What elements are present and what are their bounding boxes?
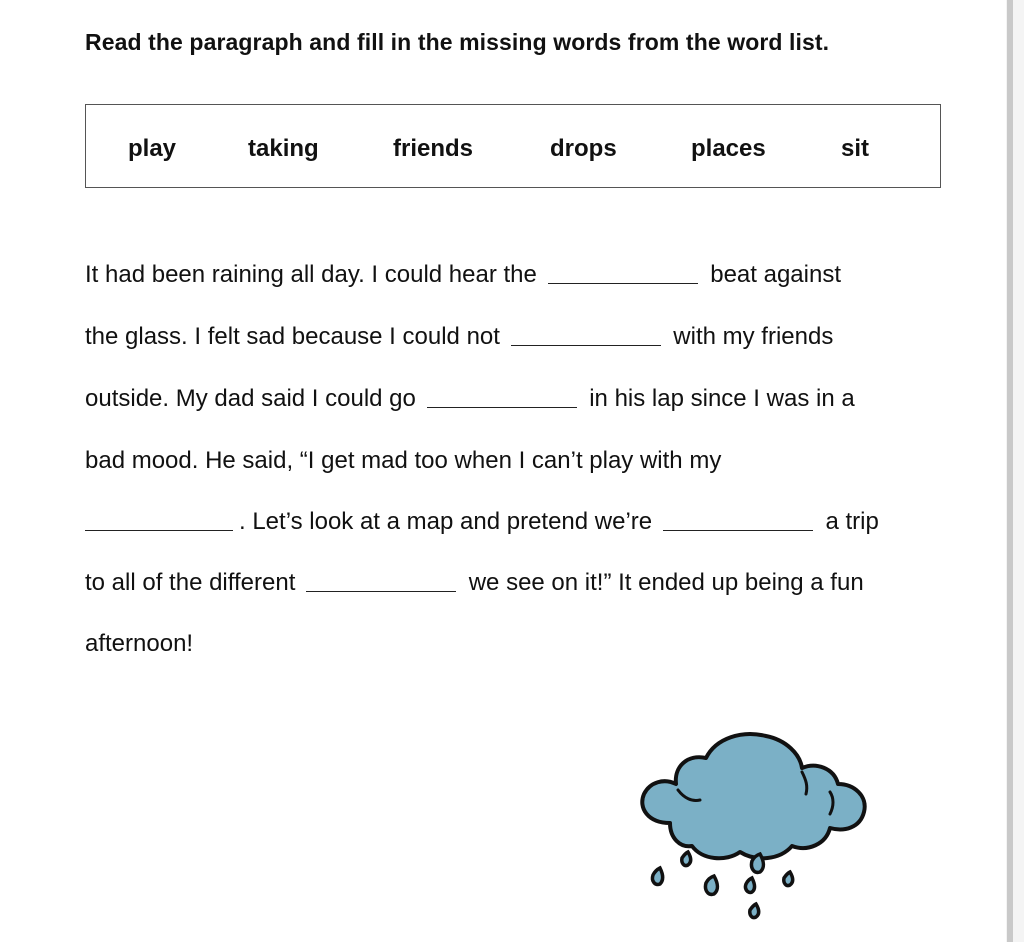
paragraph-line-3: [85, 385, 855, 413]
word-list-item-places: places: [691, 135, 766, 162]
paragraph-text: outside. My dad said I could go: [85, 385, 416, 412]
paragraph-text: afternoon!: [85, 630, 194, 657]
word-list-item-play: play: [128, 135, 177, 162]
word-list-item-sit: sit: [841, 135, 870, 162]
paragraph-text: . Let’s look at a map and pretend we’re: [239, 508, 653, 535]
paragraph-text: in his lap since I was in a: [589, 385, 855, 412]
paragraph-text: to all of the different: [85, 569, 296, 596]
paragraph-line-5: [85, 508, 879, 536]
fill-in-blank-5: [663, 529, 813, 531]
paragraph-text: the glass. I felt sad because I could not: [85, 323, 500, 350]
paragraph-text: beat against: [710, 261, 841, 288]
word-list-item-drops: drops: [550, 135, 617, 162]
fill-in-blank-2: [511, 344, 661, 346]
rain-cloud-icon: [630, 728, 875, 928]
instruction-heading: Read the paragraph and fill in the missing words from the word list.: [85, 29, 830, 55]
paragraph-line-1: [85, 261, 841, 289]
word-list-item-friends: friends: [393, 135, 474, 162]
paragraph-text: a trip: [825, 508, 879, 535]
fill-in-blank-1: [548, 282, 698, 284]
paragraph-text: with my friends: [673, 323, 834, 350]
paragraph-text: we see on it!” It ended up being a fun: [468, 569, 864, 596]
paragraph-text: It had been raining all day. I could hear the: [85, 261, 537, 288]
fill-in-blank-3: [427, 406, 577, 408]
scrollbar-rail[interactable]: [1007, 0, 1013, 942]
word-list-item-taking: taking: [248, 135, 319, 162]
vertical-scrollbar[interactable]: [1006, 0, 1024, 942]
fill-in-blank-4: [85, 529, 233, 531]
fill-in-blank-6: [306, 590, 456, 592]
paragraph-line-6: [85, 569, 864, 597]
word-list-box: [85, 104, 941, 188]
paragraph-line-4: [85, 447, 721, 475]
paragraph-text: bad mood. He said, “I get mad too when I can’t play with my: [85, 447, 722, 474]
paragraph-line-2: [85, 323, 833, 351]
paragraph-line-7: [85, 630, 193, 658]
